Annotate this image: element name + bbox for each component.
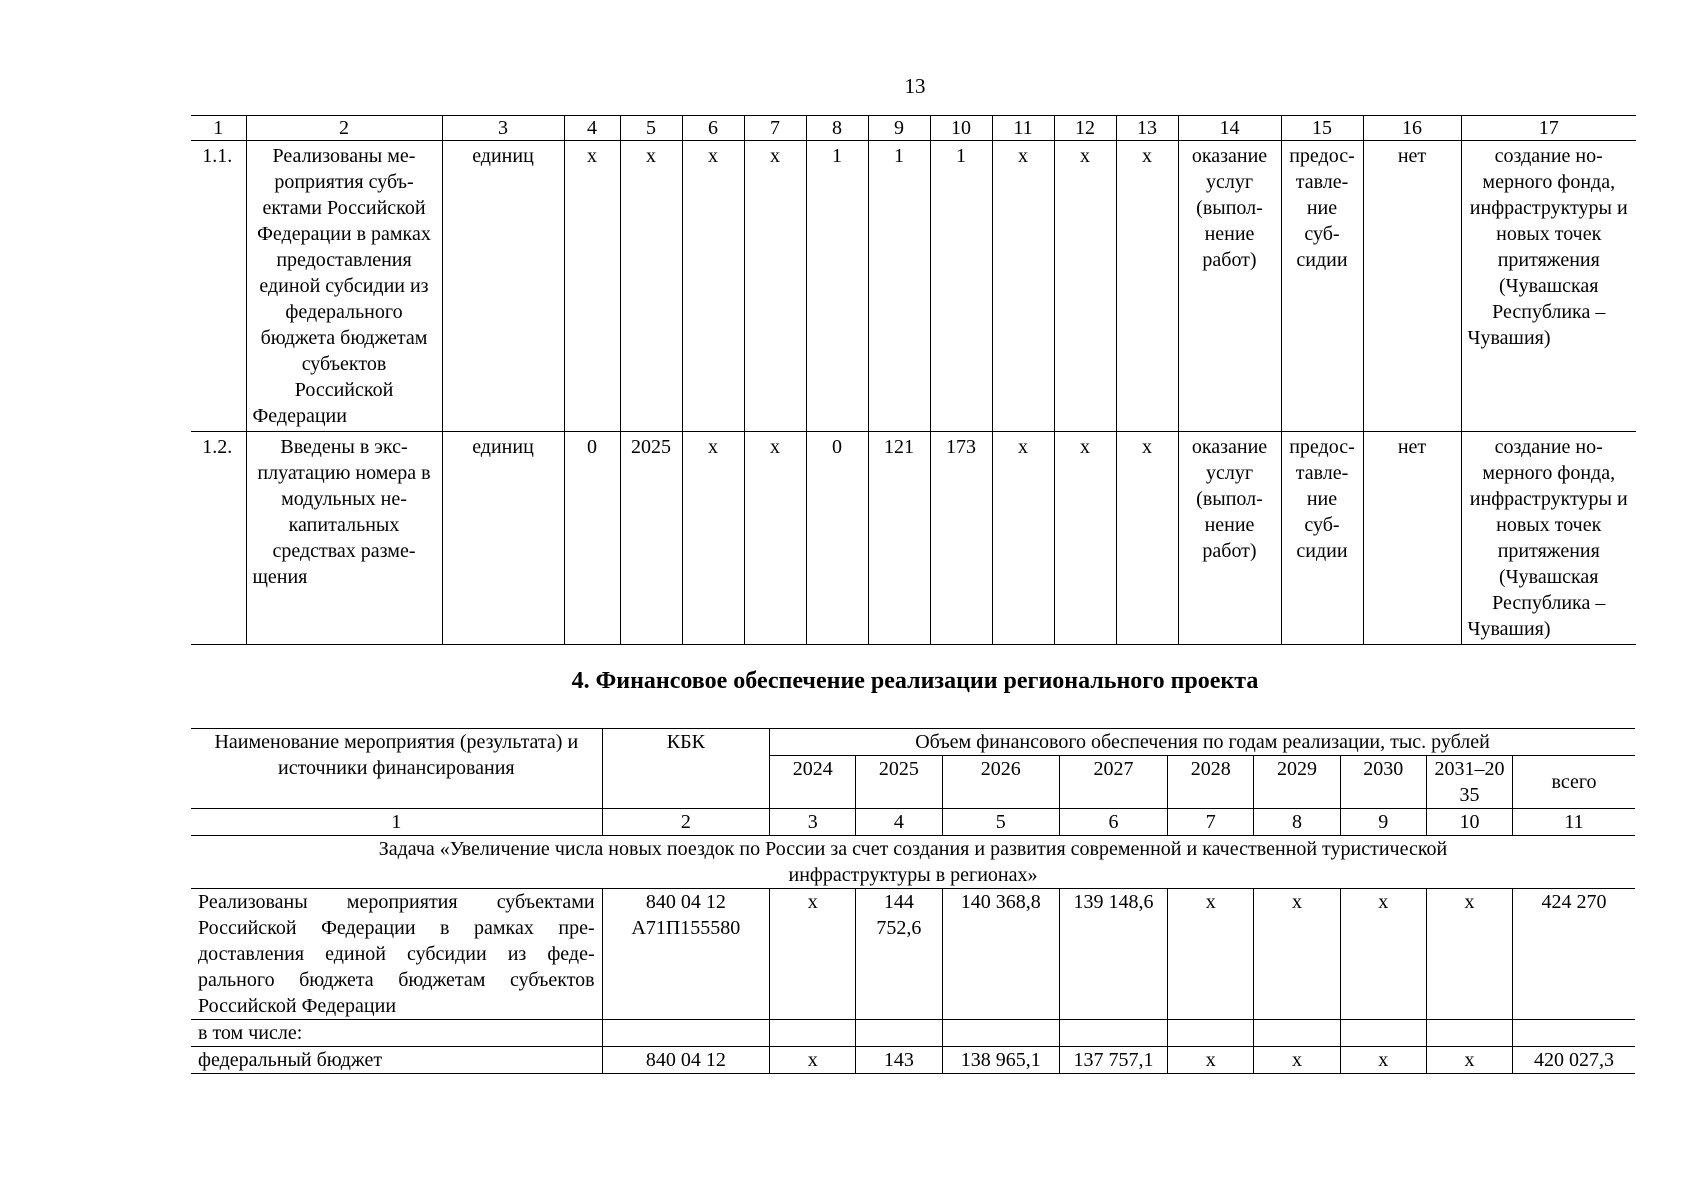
year-header: 2030 — [1340, 756, 1426, 809]
mechanism-cell: предоставление субсидии — [1281, 141, 1363, 432]
column-number: 5 — [620, 116, 682, 141]
table-row — [191, 889, 1635, 1020]
column-number: 14 — [1178, 116, 1281, 141]
column-number: 17 — [1461, 116, 1636, 141]
kbk-cell — [602, 1020, 769, 1047]
value-cell: 173 — [930, 432, 992, 645]
column-number-row — [191, 809, 1635, 836]
value-cell: 1 — [868, 141, 930, 432]
column-number-row — [191, 116, 1636, 141]
amount-cell: х — [1340, 1047, 1426, 1074]
column-number: 13 — [1116, 116, 1178, 141]
column-number: 16 — [1363, 116, 1461, 141]
result-type-cell: оказание услуг (выполнение работ) — [1178, 432, 1281, 645]
column-number: 2 — [602, 809, 769, 836]
result-type-cell: оказание услуг (выполнение работ) — [1178, 141, 1281, 432]
value-cell: 1 — [930, 141, 992, 432]
column-number: 12 — [1054, 116, 1116, 141]
year-header: всего — [1513, 756, 1635, 809]
section-title: 4. Финансовое обеспечение реализации регионального проекта — [571, 668, 1259, 694]
value-cell: х — [682, 432, 744, 645]
value-cell: х — [620, 141, 682, 432]
column-number: 8 — [806, 116, 868, 141]
amount-cell: х — [770, 1047, 856, 1074]
amount-cell — [856, 1020, 942, 1047]
flag-cell: нет — [1363, 432, 1461, 645]
column-number: 1 — [191, 809, 602, 836]
mechanism-cell: предоставление субсидии — [1281, 432, 1363, 645]
amount-cell: 137 757,1 — [1059, 1047, 1167, 1074]
value-cell: 0 — [564, 432, 620, 645]
column-number: 9 — [868, 116, 930, 141]
value-cell: 2025 — [620, 432, 682, 645]
amount-cell — [1168, 1020, 1254, 1047]
value-cell: 0 — [806, 432, 868, 645]
year-header: 2024 — [770, 756, 856, 809]
amount-cell: х — [1168, 889, 1254, 1020]
column-number: 10 — [930, 116, 992, 141]
value-cell: х — [744, 141, 806, 432]
amount-cell: х — [770, 889, 856, 1020]
amount-cell: 424 270 — [1513, 889, 1635, 1020]
unit-cell: единиц — [442, 432, 564, 645]
column-number: 5 — [942, 809, 1059, 836]
amount-cell — [1059, 1020, 1167, 1047]
year-header: 2029 — [1254, 756, 1340, 809]
table-row — [191, 432, 1636, 645]
event-name: в том числе: — [191, 1020, 602, 1047]
year-header: 2028 — [1168, 756, 1254, 809]
column-number: 4 — [856, 809, 942, 836]
value-cell: х — [744, 432, 806, 645]
column-number: 3 — [442, 116, 564, 141]
value-cell: 1 — [806, 141, 868, 432]
characteristic-cell: создание номерного фонда, инфраструктуры и новых точек притяжения (Чувашская Республика – Чувашия) — [1461, 141, 1636, 432]
value-cell: х — [1054, 141, 1116, 432]
column-number: 15 — [1281, 116, 1363, 141]
value-cell: х — [682, 141, 744, 432]
amount-cell — [1426, 1020, 1512, 1047]
results-table — [191, 115, 1636, 645]
value-cell: х — [1116, 432, 1178, 645]
column-number: 11 — [1513, 809, 1635, 836]
event-name: Реализованы мероприятия субъектами Российской Федерации в рамках предоставления единой субсидии из федерального бюджета бюджетам субъектов Российской Федерации — [191, 889, 602, 1020]
table-row — [191, 1020, 1635, 1047]
row-number: 1.2. — [191, 432, 246, 645]
header-name: Наименование мероприятия (результата) и источники финансирования — [191, 729, 602, 809]
amount-cell — [1254, 1020, 1340, 1047]
kbk-cell: 840 04 12 А71П155580 — [602, 889, 769, 1020]
year-header: 2025 — [856, 756, 942, 809]
amount-cell: х — [1254, 1047, 1340, 1074]
amount-cell: 139 148,6 — [1059, 889, 1167, 1020]
amount-cell — [1340, 1020, 1426, 1047]
header-volume: Объем финансового обеспечения по годам реализации, тыс. рублей — [770, 729, 1635, 756]
financing-table — [191, 728, 1635, 1074]
flag-cell: нет — [1363, 141, 1461, 432]
amount-cell: 138 965,1 — [942, 1047, 1059, 1074]
column-number: 10 — [1426, 809, 1512, 836]
table-row — [191, 1047, 1635, 1074]
header-kbk: КБК — [602, 729, 769, 809]
characteristic-cell: создание номерного фонда, инфраструктуры и новых точек притяжения (Чувашская Республика – Чувашия) — [1461, 432, 1636, 645]
amount-cell: х — [1168, 1047, 1254, 1074]
task-title: Задача «Увеличение числа новых поездок по России за счет создания и развития современной и качественной туристической инфраструктуры в регионах» — [191, 836, 1635, 889]
column-number: 9 — [1340, 809, 1426, 836]
result-name: Реализованы мероприятия субъектами Российской Федерации в рамках предоставления единой субсидии из федерального бюджета бюджетам субъектов Российской Федерации — [246, 141, 442, 432]
column-number: 6 — [1059, 809, 1167, 836]
column-number: 4 — [564, 116, 620, 141]
unit-cell: единиц — [442, 141, 564, 432]
task-row — [191, 836, 1635, 889]
column-number: 7 — [1168, 809, 1254, 836]
kbk-cell: 840 04 12 — [602, 1047, 769, 1074]
amount-cell — [1513, 1020, 1635, 1047]
column-number: 1 — [191, 116, 246, 141]
event-name: федеральный бюджет — [191, 1047, 602, 1074]
value-cell: х — [992, 141, 1054, 432]
row-number: 1.1. — [191, 141, 246, 432]
amount-cell: 143 — [856, 1047, 942, 1074]
page-number: 13 — [904, 74, 926, 98]
column-number: 3 — [770, 809, 856, 836]
amount-cell: х — [1254, 889, 1340, 1020]
amount-cell: 420 027,3 — [1513, 1047, 1635, 1074]
amount-cell: х — [1340, 889, 1426, 1020]
column-number: 2 — [246, 116, 442, 141]
header-row — [191, 729, 1635, 756]
column-number: 11 — [992, 116, 1054, 141]
amount-cell: х — [1426, 889, 1512, 1020]
amount-cell — [770, 1020, 856, 1047]
amount-cell: х — [1426, 1047, 1512, 1074]
value-cell: х — [1054, 432, 1116, 645]
year-header: 2026 — [942, 756, 1059, 809]
column-number: 8 — [1254, 809, 1340, 836]
year-header: 2031–2035 — [1426, 756, 1512, 809]
table-row — [191, 141, 1636, 432]
column-number: 6 — [682, 116, 744, 141]
result-name: Введены в эксплуатацию номера в модульных некапитальных средствах размещения — [246, 432, 442, 645]
value-cell: х — [992, 432, 1054, 645]
year-header: 2027 — [1059, 756, 1167, 809]
amount-cell — [942, 1020, 1059, 1047]
value-cell: х — [1116, 141, 1178, 432]
amount-cell: 144 752,6 — [856, 889, 942, 1020]
amount-cell: 140 368,8 — [942, 889, 1059, 1020]
value-cell: х — [564, 141, 620, 432]
value-cell: 121 — [868, 432, 930, 645]
column-number: 7 — [744, 116, 806, 141]
